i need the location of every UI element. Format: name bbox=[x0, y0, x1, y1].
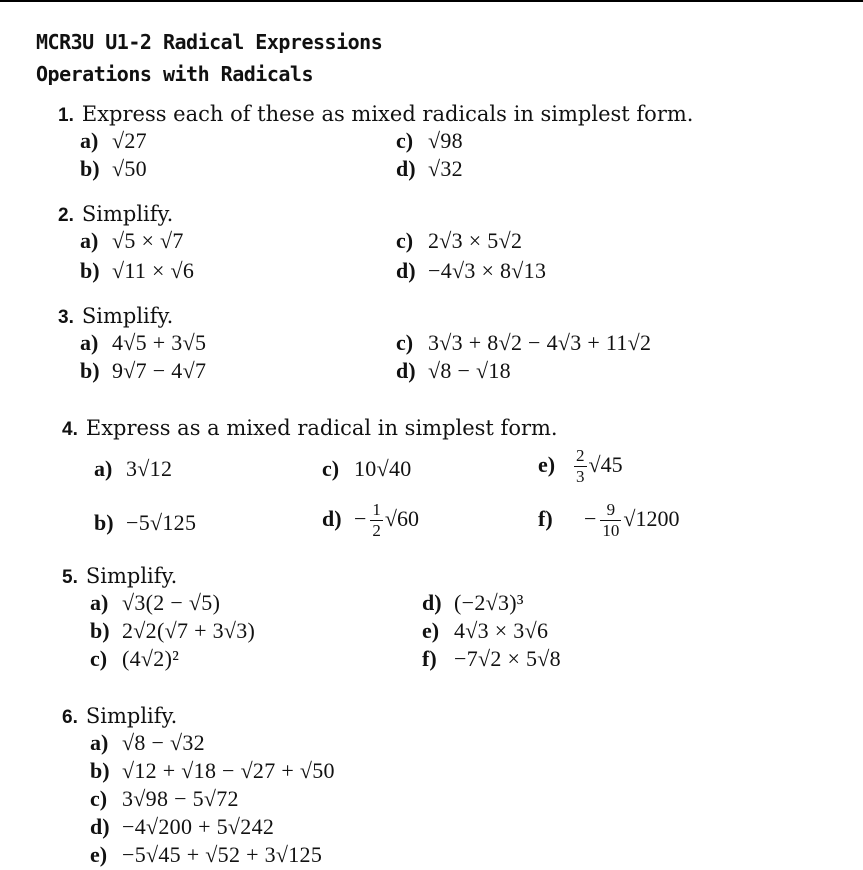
q5-item-e: e) 4√3 × 3√6 bbox=[422, 618, 549, 643]
q5-item-a: a) √3(2 − √5) bbox=[90, 590, 221, 615]
q3-item-d: d) √8 − √18 bbox=[396, 358, 511, 383]
question-3 bbox=[58, 304, 173, 329]
question-number: 3. bbox=[58, 307, 74, 328]
q5-item-f: f) −7√2 × 5√8 bbox=[422, 646, 561, 671]
q3-item-b: b) 9√7 − 4√7 bbox=[80, 358, 207, 383]
question-6 bbox=[62, 704, 177, 729]
q4-item-a: a) 3√12 bbox=[94, 456, 173, 481]
q5-item-b: b) 2√2(√7 + 3√3) bbox=[90, 618, 256, 643]
question-number: 6. bbox=[62, 707, 78, 728]
question-prompt: Simplify. bbox=[85, 704, 178, 728]
q5-item-d: d) (−2√3)³ bbox=[422, 590, 524, 615]
q6-item-c: c) 3√98 − 5√72 bbox=[90, 786, 239, 811]
q4-item-c: c) 10√40 bbox=[322, 456, 412, 481]
q6-item-b: b) √12 + √18 − √27 + √50 bbox=[90, 758, 335, 783]
q6-item-a: a) √8 − √32 bbox=[90, 730, 205, 755]
question-prompt: Simplify. bbox=[81, 304, 174, 328]
q2-item-d: d) −4√3 × 8√13 bbox=[396, 258, 547, 283]
page-subtitle: Operations with Radicals bbox=[36, 62, 313, 86]
q2-item-b: b) √11 × √6 bbox=[80, 258, 195, 283]
question-1 bbox=[58, 102, 693, 127]
question-prompt: Express each of these as mixed radicals in simplest form. bbox=[81, 102, 694, 126]
q1-item-b: b) √50 bbox=[80, 156, 147, 181]
question-prompt: Simplify. bbox=[81, 202, 174, 226]
question-4 bbox=[62, 416, 558, 441]
question-2 bbox=[58, 202, 173, 227]
question-5 bbox=[62, 564, 177, 589]
question-number: 5. bbox=[62, 567, 78, 588]
q4-item-d: d) − $\frac{1}{2}$ √60 bbox=[322, 500, 419, 540]
question-number: 1. bbox=[58, 105, 74, 126]
fraction: $\frac{9}{10}$ bbox=[602, 500, 620, 540]
question-number: 4. bbox=[62, 419, 78, 440]
q2-item-a: a) √5 × √7 bbox=[80, 228, 184, 253]
q3-item-c: c) 3√3 + 8√2 − 4√3 + 11√2 bbox=[396, 330, 652, 355]
q4-item-f: f) − $\frac{9}{10}$ √1200 bbox=[538, 500, 680, 540]
q4-item-b: b) −5√125 bbox=[94, 510, 197, 535]
fraction: $\frac{2}{3}$ bbox=[576, 446, 585, 486]
question-number: 2. bbox=[58, 205, 74, 226]
top-rule bbox=[0, 0, 863, 2]
question-prompt: Express as a mixed radical in simplest form. bbox=[85, 416, 558, 440]
q1-item-a: a) √27 bbox=[80, 128, 147, 153]
q3-item-a: a) 4√5 + 3√5 bbox=[80, 330, 207, 355]
q4-item-e: e) $\frac{2}{3}$ √45 bbox=[538, 446, 623, 486]
q1-item-d: d) √32 bbox=[396, 156, 463, 181]
q5-item-c: c) (4√2)² bbox=[90, 646, 180, 671]
course-title: MCR3U U1-2 Radical Expressions bbox=[36, 30, 383, 54]
q2-item-c: c) 2√3 × 5√2 bbox=[396, 228, 523, 253]
q6-item-e: e) −5√45 + √52 + 3√125 bbox=[90, 842, 323, 867]
question-prompt: Simplify. bbox=[85, 564, 178, 588]
q6-item-d: d) −4√200 + 5√242 bbox=[90, 814, 275, 839]
fraction: $\frac{1}{2}$ bbox=[372, 500, 381, 540]
q1-item-c: c) √98 bbox=[396, 128, 463, 153]
